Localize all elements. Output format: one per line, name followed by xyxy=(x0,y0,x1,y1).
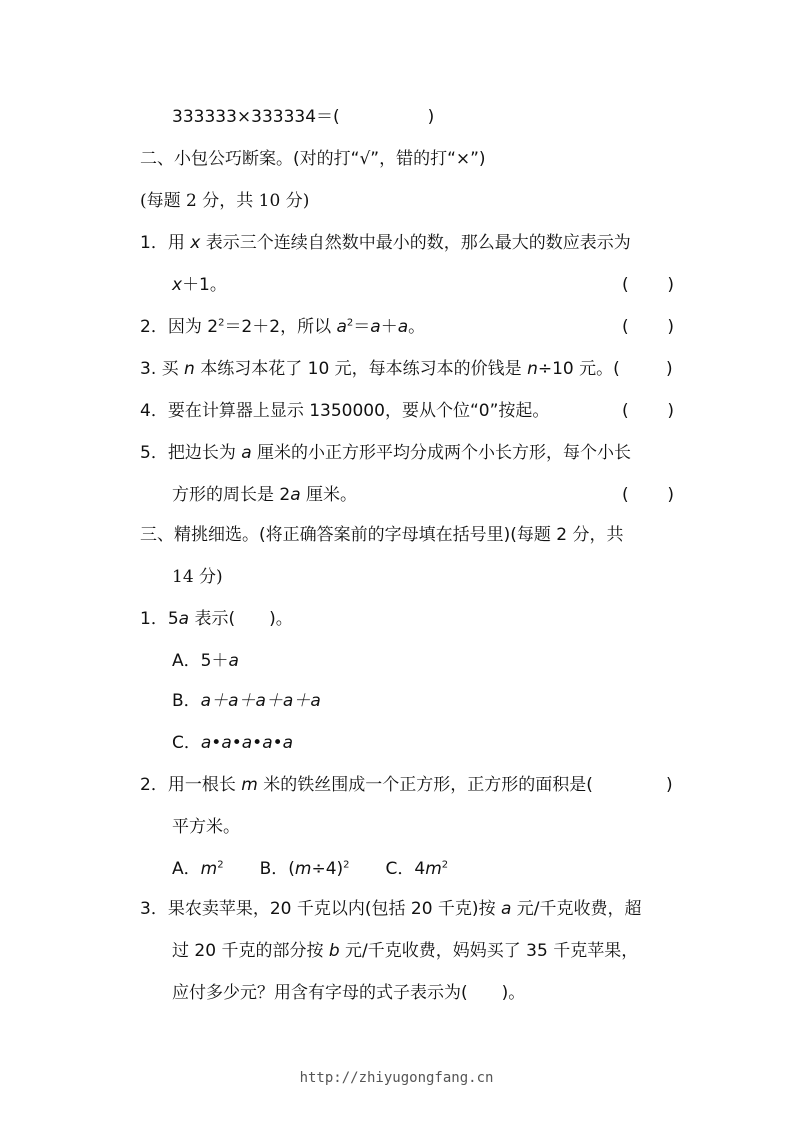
s3-q1-pre: 5 xyxy=(167,609,179,629)
s2-item-3-var: n xyxy=(184,359,195,379)
s2-item-4-num: 4． xyxy=(140,401,168,421)
option-var: m xyxy=(425,859,442,879)
s2-item-4 xyxy=(140,400,549,422)
s2-item-1-line2-var: x xyxy=(172,275,183,295)
s3-q1 xyxy=(140,608,293,630)
s2-item-3-post: ÷10 元。( xyxy=(537,359,620,379)
option-var: m xyxy=(294,859,312,879)
option-text: a＋a＋a＋a＋a xyxy=(200,691,321,711)
paren-close: ) xyxy=(667,317,674,337)
s2-item-1-pre: 用 xyxy=(167,233,191,253)
s3-q2-var: m xyxy=(241,775,258,795)
s2-item-2-text-a: 因为 2 xyxy=(167,317,219,337)
option-label: B． xyxy=(259,859,289,879)
s2-item-4-answer-paren[interactable] xyxy=(622,400,674,422)
s3-q1-post: 表示( )。 xyxy=(189,609,293,629)
s2-item-1-line2 xyxy=(172,274,227,296)
section2-title: 二、小包公巧断案。(对的打“√”，错的打“×”) xyxy=(140,149,486,169)
s2-item-5-line2 xyxy=(172,484,357,506)
s3-q3-line3: 应付多少元？用含有字母的式子表示为( )。 xyxy=(172,983,526,1003)
s3-q2-line2: 平方米。 xyxy=(172,817,240,837)
s2-item-2-sup-a: 2 xyxy=(218,317,225,329)
s2-item-1-num: 1． xyxy=(140,233,168,253)
s3-q1-option-a[interactable] xyxy=(172,650,239,672)
s3-q1-option-c[interactable] xyxy=(172,732,293,754)
option-sup: 2 xyxy=(343,859,350,871)
s2-item-2-answer-paren[interactable] xyxy=(622,316,674,338)
s2-item-5 xyxy=(140,442,631,464)
s2-item-5-num: 5． xyxy=(140,443,168,463)
s2-item-2-num: 2． xyxy=(140,317,168,337)
option-sup: 2 xyxy=(441,859,449,871)
s2-item-5-post: 厘米的小正方形平均分成两个小长方形，每个小长 xyxy=(251,443,632,463)
s2-item-3-mid: 本练习本花了 10 元，每本练习本的价钱是 xyxy=(194,359,528,379)
option-sup: 2 xyxy=(217,859,224,871)
option-label: C． xyxy=(385,859,415,879)
s3-q2-option-c[interactable] xyxy=(386,859,449,879)
prev-question-expression xyxy=(172,106,434,128)
s3-q3-line1-var: a xyxy=(500,899,512,919)
paren-open: ( xyxy=(622,485,629,505)
prev-question-close: ) xyxy=(427,107,435,127)
s3-q2-option-a[interactable] xyxy=(172,859,224,879)
s3-q3-line2-var: b xyxy=(328,941,340,961)
s3-q2-post: 米的铁丝围成一个正方形，正方形的面积是( xyxy=(257,775,593,795)
option-label: B． xyxy=(172,691,201,711)
s2-item-1-line2-post: ＋1。 xyxy=(182,275,227,295)
option-label: C． xyxy=(172,733,201,753)
section3-title-line2: 14 分) xyxy=(172,567,223,587)
s2-item-2-var-b: a xyxy=(370,317,381,337)
s2-item-5-line2-var: a xyxy=(290,485,301,505)
s2-item-5-var: a xyxy=(241,443,252,463)
s3-q3-line2-post: 元/千克收费，妈妈买了 35 千克苹果， xyxy=(339,941,639,961)
s3-q2-paren-close[interactable]: ) xyxy=(666,775,673,795)
s2-item-1-var: x xyxy=(190,233,201,253)
s3-q3-line2-pre: 过 20 千克的部分按 xyxy=(172,941,329,961)
s3-q3-line2 xyxy=(172,940,638,962)
s2-item-3-var2: n xyxy=(527,359,538,379)
s2-item-2-text-b: ＝2＋2，所以 xyxy=(224,317,337,337)
paren-close: ) xyxy=(667,401,674,421)
option-text-a: ( xyxy=(288,859,295,879)
paren-close: ) xyxy=(667,275,674,295)
s3-q2-num: 2． xyxy=(140,775,168,795)
s2-item-5-line2-post: 厘米。 xyxy=(300,485,358,505)
s3-q3-line1-pre: 果农卖苹果，20 千克以内(包括 20 千克)按 xyxy=(167,899,501,919)
s2-item-2-text-e: 。 xyxy=(408,317,426,337)
option-text: a•a•a•a•a xyxy=(200,733,294,753)
s3-q2 xyxy=(140,774,593,796)
paren-close: ) xyxy=(667,485,674,505)
paren-open: ( xyxy=(622,401,629,421)
s2-item-2-text-c: ＝ xyxy=(353,317,371,337)
s2-item-3-paren-close[interactable]: ) xyxy=(666,359,673,379)
s3-q1-var: a xyxy=(178,609,190,629)
option-text: 5＋ xyxy=(200,651,229,671)
s2-item-1-post: 表示三个连续自然数中最小的数，那么最大的数应表示为 xyxy=(200,233,631,253)
paren-open: ( xyxy=(622,317,629,337)
s2-item-2-sup-b: 2 xyxy=(346,317,354,329)
s3-q1-num: 1． xyxy=(140,609,168,629)
s2-item-1-answer-paren[interactable] xyxy=(622,274,674,296)
s3-q2-pre: 用一根长 xyxy=(167,775,242,795)
option-label: A． xyxy=(172,859,201,879)
s2-item-5-answer-paren[interactable] xyxy=(622,484,674,506)
s2-item-1 xyxy=(140,232,631,254)
s2-item-3 xyxy=(140,358,620,380)
option-label: A． xyxy=(172,651,201,671)
s2-item-5-pre: 把边长为 xyxy=(167,443,242,463)
s3-q1-option-b[interactable] xyxy=(172,690,321,712)
paren-open: ( xyxy=(622,275,629,295)
section3-title-line1: 三、精挑细选。(将正确答案前的字母填在括号里)(每题 2 分，共 xyxy=(140,525,624,545)
s3-q2-options xyxy=(172,858,448,880)
option-var: m xyxy=(200,859,218,879)
prev-question-expr: 333333×333334＝( xyxy=(172,107,340,127)
s3-q2-option-b[interactable] xyxy=(260,859,350,879)
footer-url[interactable]: http://zhiyugongfang.cn xyxy=(299,1070,494,1086)
section2-note: (每题 2 分，共 10 分) xyxy=(140,191,310,211)
s2-item-3-pre: 买 xyxy=(156,359,185,379)
s2-item-2-text-d: ＋ xyxy=(380,317,398,337)
s2-item-2-var-a: a xyxy=(336,317,347,337)
s2-item-2-var-c: a xyxy=(397,317,409,337)
option-var: a xyxy=(228,651,239,671)
s2-item-3-num: 3. xyxy=(140,359,157,379)
s3-q3-line1-post: 元/千克收费，超 xyxy=(511,899,642,919)
option-text-b: ÷4) xyxy=(311,859,344,879)
s2-item-2 xyxy=(140,316,425,338)
s3-q3-line1 xyxy=(140,898,642,920)
option-text: 4 xyxy=(414,859,426,879)
s2-item-4-text: 要在计算器上显示 1350000，要从个位“0”按起。 xyxy=(167,401,550,421)
s2-item-5-line2-pre: 方形的周长是 2 xyxy=(172,485,291,505)
s3-q3-num: 3． xyxy=(140,899,168,919)
